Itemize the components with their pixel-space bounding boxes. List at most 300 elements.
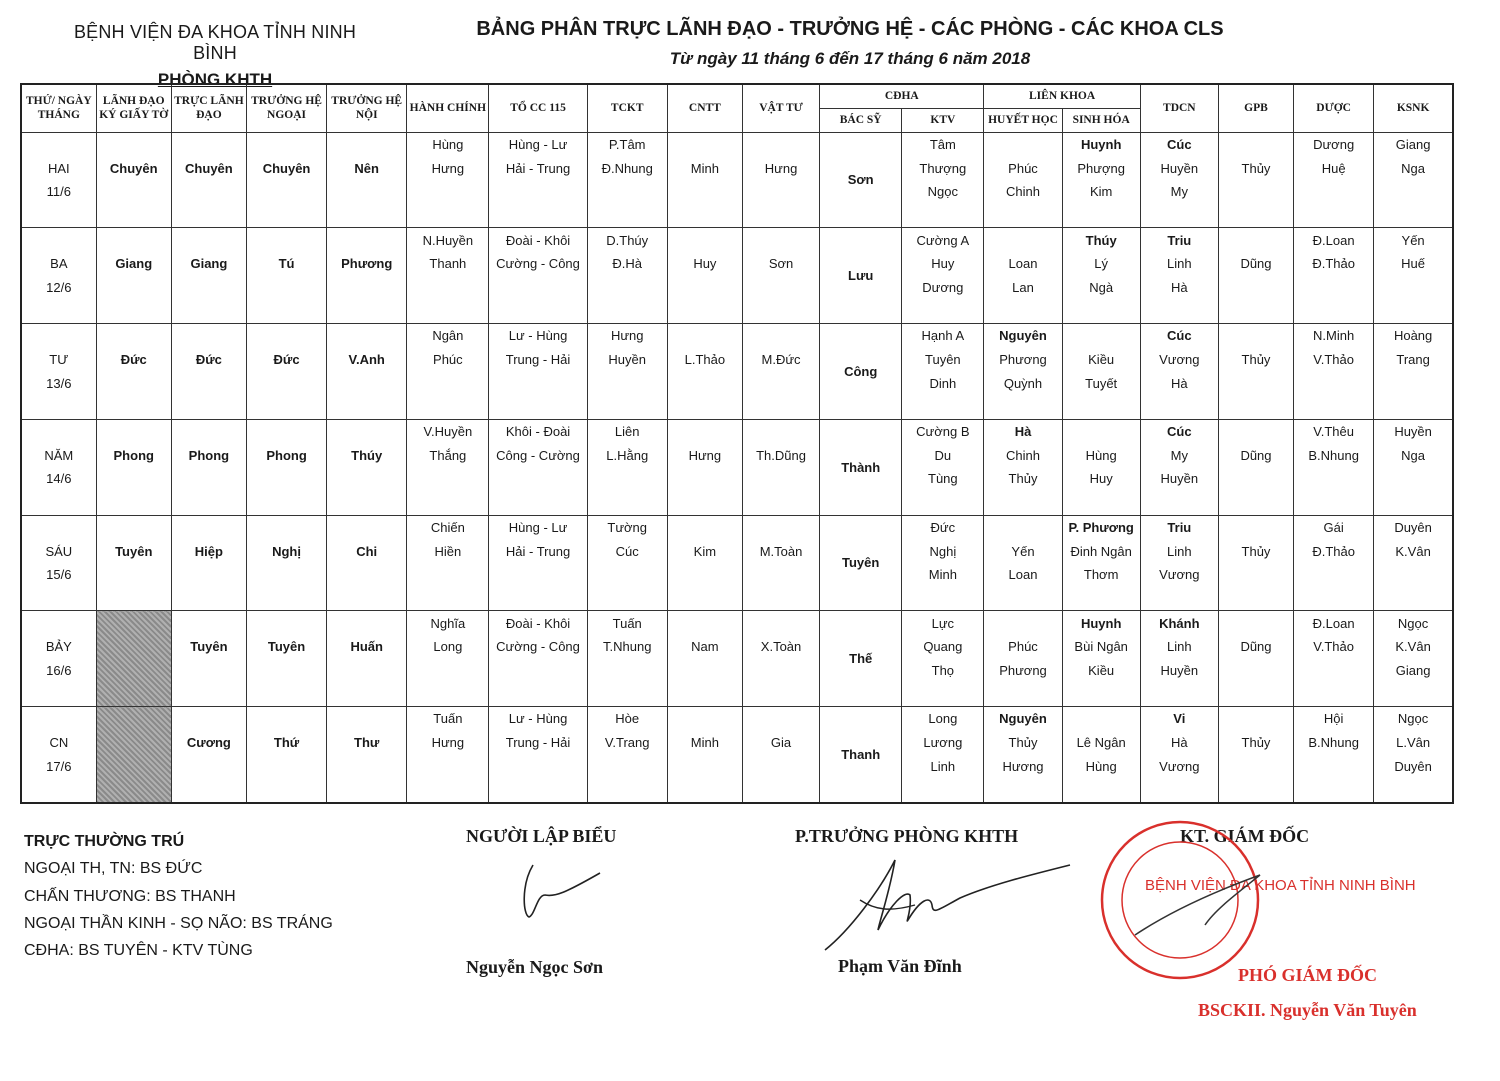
resident-line: NGOẠI TH, TN: BS ĐỨC (24, 860, 203, 878)
schedule-table (20, 83, 1454, 804)
huyet-hoc-cell: Thủy (984, 467, 1062, 491)
gpb-cell (1218, 132, 1293, 156)
hanh-chinh-cell (407, 491, 489, 515)
table-row (21, 587, 1453, 611)
truong-he-ngoai-cell: Chuyên (246, 156, 326, 180)
cntt-cell (667, 228, 742, 252)
ktv-cell: Linh (902, 754, 984, 778)
ktv-cell: Thọ (902, 659, 984, 683)
ksnk-cell (1374, 587, 1453, 611)
truong-he-noi-cell (327, 707, 407, 731)
day-cell (21, 204, 96, 228)
cntt-cell (667, 276, 742, 300)
sinh-hoa-cell: Hùng (1062, 754, 1140, 778)
hanh-chinh-cell: N.Huyền (407, 228, 489, 252)
sinh-hoa-cell: Phượng (1062, 156, 1140, 180)
vat-tu-cell (742, 180, 819, 204)
sinh-hoa-cell: Huynh (1062, 132, 1140, 156)
vat-tu-cell (742, 395, 819, 419)
table-row (21, 371, 1453, 395)
ksnk-cell: Giang (1374, 132, 1453, 156)
truc-lanh-dao-cell (171, 299, 246, 323)
ktv-cell: Du (902, 443, 984, 467)
huyet-hoc-cell: Nguyên (984, 324, 1062, 348)
duoc-cell (1294, 659, 1374, 683)
ksnk-cell: Duyên (1374, 754, 1453, 778)
table-row (21, 132, 1453, 156)
col-lanh-dao: LÃNH ĐẠO KÝ GIẤY TỜ (96, 84, 171, 132)
duoc-cell (1294, 491, 1374, 515)
sinh-hoa-cell: Kiều (1062, 659, 1140, 683)
truong-he-ngoai-cell (246, 204, 326, 228)
ktv-cell: Tuyên (902, 348, 984, 372)
huyet-hoc-cell: Phương (984, 659, 1062, 683)
truc-lanh-dao-cell (171, 324, 246, 348)
truc-lanh-dao-cell (171, 515, 246, 539)
duoc-cell: Đ.Thảo (1294, 539, 1374, 563)
vat-tu-cell: X.Toàn (742, 635, 819, 659)
huyet-hoc-cell: Phúc (984, 635, 1062, 659)
table-row (21, 491, 1453, 515)
vice-director-title: PHÓ GIÁM ĐỐC (1238, 965, 1377, 985)
table-row (21, 276, 1453, 300)
gpb-cell (1218, 707, 1293, 731)
day-date: 16/6 (21, 659, 96, 683)
sinh-hoa-cell (1062, 395, 1140, 419)
huyet-hoc-cell (984, 299, 1062, 323)
ksnk-cell (1374, 180, 1453, 204)
to-cc-cell (489, 563, 587, 587)
tckt-cell: Cúc (587, 539, 667, 563)
table-row (21, 419, 1453, 443)
duoc-cell (1294, 467, 1374, 491)
hanh-chinh-cell: Chiến (407, 515, 489, 539)
resident-heading: TRỰC THƯỜNG TRÚ (24, 833, 185, 850)
hanh-chinh-cell (407, 754, 489, 778)
vat-tu-cell: Hưng (742, 156, 819, 180)
ksnk-cell: Ngọc (1374, 707, 1453, 731)
to-cc-cell: Cường - Công (489, 252, 587, 276)
col-huyet-hoc: HUYẾT HỌC (984, 108, 1062, 132)
hanh-chinh-cell (407, 395, 489, 419)
vat-tu-cell: Gia (742, 731, 819, 755)
ksnk-cell: Huyền (1374, 419, 1453, 443)
tckt-cell (587, 204, 667, 228)
truong-he-noi-cell (327, 204, 407, 228)
redacted-cell (96, 611, 171, 707)
table-row (21, 754, 1453, 778)
truong-he-noi-cell (327, 299, 407, 323)
cntt-cell (667, 682, 742, 706)
ksnk-cell (1374, 276, 1453, 300)
truc-lanh-dao-cell (171, 659, 246, 683)
hanh-chinh-cell (407, 299, 489, 323)
tckt-cell (587, 276, 667, 300)
cntt-cell (667, 180, 742, 204)
sinh-hoa-cell (1062, 707, 1140, 731)
truong-he-noi-cell (327, 180, 407, 204)
truc-lanh-dao-cell (171, 180, 246, 204)
truc-lanh-dao-cell (171, 707, 246, 731)
vat-tu-cell (742, 371, 819, 395)
tckt-cell (587, 371, 667, 395)
tckt-cell: Đ.Hà (587, 252, 667, 276)
ksnk-cell (1374, 778, 1453, 803)
gpb-cell (1218, 419, 1293, 443)
ksnk-cell: Ngọc (1374, 611, 1453, 635)
day-name: BẢY (21, 635, 96, 659)
truong-he-ngoai-cell (246, 778, 326, 803)
huyet-hoc-cell: Yến (984, 539, 1062, 563)
truong-he-noi-cell (327, 371, 407, 395)
sinh-hoa-cell: Tuyết (1062, 371, 1140, 395)
duoc-cell (1294, 682, 1374, 706)
duoc-cell: Hội (1294, 707, 1374, 731)
truc-lanh-dao-cell: Cương (171, 731, 246, 755)
gpb-cell (1218, 276, 1293, 300)
truong-he-ngoai-cell (246, 467, 326, 491)
truong-he-ngoai-cell (246, 682, 326, 706)
tdcn-cell: Huyền (1140, 659, 1218, 683)
hanh-chinh-cell (407, 587, 489, 611)
truong-he-noi-cell (327, 682, 407, 706)
hanh-chinh-cell: Thắng (407, 443, 489, 467)
truc-lanh-dao-cell (171, 587, 246, 611)
table-row (21, 348, 1453, 372)
tckt-cell (587, 754, 667, 778)
day-cell (21, 419, 96, 443)
ksnk-cell (1374, 467, 1453, 491)
col-hanh-chinh: HÀNH CHÍNH (407, 84, 489, 132)
deputy-head-name: Phạm Văn Đĩnh (838, 956, 962, 976)
to-cc-cell (489, 587, 587, 611)
to-cc-cell (489, 754, 587, 778)
table-row (21, 204, 1453, 228)
director-title: KT. GIÁM ĐỐC (1180, 826, 1310, 846)
truong-he-ngoai-cell (246, 276, 326, 300)
to-cc-cell (489, 371, 587, 395)
tdcn-cell: Cúc (1140, 324, 1218, 348)
tdcn-cell (1140, 778, 1218, 803)
ktv-cell: Thượng (902, 156, 984, 180)
huyet-hoc-cell (984, 682, 1062, 706)
cntt-cell (667, 659, 742, 683)
day-date: 15/6 (21, 563, 96, 587)
ktv-cell (902, 395, 984, 419)
truong-he-noi-cell (327, 395, 407, 419)
ksnk-cell (1374, 204, 1453, 228)
ksnk-cell (1374, 371, 1453, 395)
cntt-cell: Nam (667, 635, 742, 659)
to-cc-cell: Trung - Hải (489, 348, 587, 372)
vat-tu-cell (742, 682, 819, 706)
tckt-cell (587, 682, 667, 706)
truc-lanh-dao-cell: Tuyên (171, 635, 246, 659)
document-subtitle: Từ ngày 11 tháng 6 đến 17 tháng 6 năm 2018 (669, 49, 1031, 68)
truong-he-ngoai-cell: Thứ (246, 731, 326, 755)
tdcn-cell: Cúc (1140, 132, 1218, 156)
tdcn-cell: Cúc (1140, 419, 1218, 443)
day-date: 11/6 (21, 180, 96, 204)
ksnk-cell: K.Vân (1374, 635, 1453, 659)
day-date: 13/6 (21, 371, 96, 395)
hanh-chinh-cell (407, 204, 489, 228)
day-date: 12/6 (21, 276, 96, 300)
truc-lanh-dao-cell (171, 228, 246, 252)
ksnk-cell: L.Vân (1374, 731, 1453, 755)
col-vat-tu: VẬT TƯ (742, 84, 819, 132)
gpb-cell (1218, 180, 1293, 204)
tckt-cell (587, 395, 667, 419)
truong-he-noi-cell (327, 587, 407, 611)
col-thu-ngay: THỨ/ NGÀY THÁNG (21, 84, 96, 132)
tckt-cell: Liên (587, 419, 667, 443)
tckt-cell: V.Trang (587, 731, 667, 755)
tckt-cell (587, 563, 667, 587)
duoc-cell: B.Nhung (1294, 443, 1374, 467)
resident-line: NGOẠI THẦN KINH - SỌ NÃO: BS TRÁNG (24, 914, 333, 932)
truong-he-noi-cell (327, 228, 407, 252)
day-name: NĂM (21, 443, 96, 467)
truong-he-ngoai-cell: Nghị (246, 539, 326, 563)
to-cc-cell: Hùng - Lư (489, 515, 587, 539)
gpb-cell (1218, 515, 1293, 539)
truong-he-noi-cell: Chi (327, 539, 407, 563)
col-ktv: KTV (902, 108, 984, 132)
vat-tu-cell: M.Toàn (742, 539, 819, 563)
vat-tu-cell: Sơn (742, 252, 819, 276)
hanh-chinh-cell: V.Huyền (407, 419, 489, 443)
tckt-cell (587, 491, 667, 515)
vice-director-name: BSCKII. Nguyễn Văn Tuyên (1198, 1000, 1417, 1020)
huyet-hoc-cell: Quỳnh (984, 371, 1062, 395)
vat-tu-cell (742, 299, 819, 323)
ktv-cell (902, 682, 984, 706)
truong-he-noi-cell (327, 419, 407, 443)
truong-he-ngoai-cell (246, 180, 326, 204)
sinh-hoa-cell (1062, 419, 1140, 443)
duoc-cell (1294, 276, 1374, 300)
bac-sy-cell: Công (820, 324, 902, 420)
table-row (21, 443, 1453, 467)
truc-lanh-dao-cell (171, 132, 246, 156)
ktv-cell: Tâm (902, 132, 984, 156)
gpb-cell (1218, 587, 1293, 611)
day-cell (21, 228, 96, 252)
tdcn-cell (1140, 491, 1218, 515)
truong-he-noi-cell (327, 467, 407, 491)
duoc-cell (1294, 563, 1374, 587)
vat-tu-cell (742, 491, 819, 515)
duoc-cell: Huệ (1294, 156, 1374, 180)
ksnk-cell: Nga (1374, 156, 1453, 180)
sinh-hoa-cell: Thúy (1062, 228, 1140, 252)
ktv-cell: Hạnh A (902, 324, 984, 348)
truong-he-noi-cell (327, 754, 407, 778)
to-cc-cell (489, 395, 587, 419)
cntt-cell (667, 587, 742, 611)
truc-lanh-dao-cell (171, 778, 246, 803)
ksnk-cell: K.Vân (1374, 539, 1453, 563)
gpb-cell (1218, 228, 1293, 252)
ktv-cell: Cường B (902, 419, 984, 443)
sinh-hoa-cell: Hùng (1062, 443, 1140, 467)
cntt-cell: Minh (667, 156, 742, 180)
ksnk-cell: Huế (1374, 252, 1453, 276)
duoc-cell: Đ.Thảo (1294, 252, 1374, 276)
to-cc-cell (489, 491, 587, 515)
cntt-cell: Huy (667, 252, 742, 276)
duoc-cell (1294, 204, 1374, 228)
tckt-cell (587, 778, 667, 803)
table-row (21, 228, 1453, 252)
gpb-cell: Thủy (1218, 348, 1293, 372)
vat-tu-cell (742, 419, 819, 443)
gpb-cell (1218, 491, 1293, 515)
ktv-cell (902, 587, 984, 611)
table-row (21, 731, 1453, 755)
truong-he-noi-cell (327, 324, 407, 348)
truong-he-noi-cell (327, 515, 407, 539)
truong-he-ngoai-cell: Đức (246, 348, 326, 372)
tdcn-cell (1140, 204, 1218, 228)
sinh-hoa-cell: Kiều (1062, 348, 1140, 372)
table-row (21, 395, 1453, 419)
sinh-hoa-cell: Bùi Ngân (1062, 635, 1140, 659)
bac-sy-cell: Thanh (820, 707, 902, 803)
to-cc-cell (489, 682, 587, 706)
to-cc-cell: Khôi - Đoài (489, 419, 587, 443)
ksnk-cell (1374, 563, 1453, 587)
truong-he-noi-cell (327, 563, 407, 587)
huyet-hoc-cell: Thủy (984, 731, 1062, 755)
cntt-cell (667, 419, 742, 443)
day-name: TƯ (21, 348, 96, 372)
ksnk-cell: Trang (1374, 348, 1453, 372)
lanh-dao-cell (96, 132, 171, 156)
col-cdha: CĐHA (820, 84, 984, 108)
duoc-cell (1294, 371, 1374, 395)
huyet-hoc-cell: Phương (984, 348, 1062, 372)
huyet-hoc-cell (984, 778, 1062, 803)
tdcn-cell: Vi (1140, 707, 1218, 731)
truong-he-noi-cell (327, 132, 407, 156)
truong-he-ngoai-cell (246, 587, 326, 611)
huyet-hoc-cell (984, 587, 1062, 611)
table-row (21, 778, 1453, 803)
cntt-cell (667, 611, 742, 635)
ksnk-cell: Duyên (1374, 515, 1453, 539)
hanh-chinh-cell: Hưng (407, 731, 489, 755)
to-cc-cell (489, 659, 587, 683)
duoc-cell: V.Thảo (1294, 348, 1374, 372)
ktv-cell: Nghị (902, 539, 984, 563)
bac-sy-cell: Thành (820, 419, 902, 515)
lanh-dao-cell (96, 419, 171, 443)
resident-duty (24, 828, 333, 964)
ktv-cell: Long (902, 707, 984, 731)
ktv-cell (902, 491, 984, 515)
hanh-chinh-cell (407, 682, 489, 706)
ksnk-cell: Giang (1374, 659, 1453, 683)
gpb-cell: Thủy (1218, 731, 1293, 755)
duoc-cell (1294, 180, 1374, 204)
day-cell (21, 299, 96, 323)
col-tdcn: TDCN (1140, 84, 1218, 132)
vat-tu-cell (742, 204, 819, 228)
truong-he-ngoai-cell: Tú (246, 252, 326, 276)
col-truong-he-noi: TRƯỞNG HỆ NỘI (327, 84, 407, 132)
cntt-cell (667, 395, 742, 419)
day-cell (21, 324, 96, 348)
ktv-cell: Ngọc (902, 180, 984, 204)
truong-he-noi-cell (327, 276, 407, 300)
truc-lanh-dao-cell (171, 276, 246, 300)
resident-line: CHẤN THƯƠNG: BS THANH (24, 887, 236, 905)
duoc-cell: B.Nhung (1294, 731, 1374, 755)
gpb-cell: Thủy (1218, 539, 1293, 563)
tckt-cell: Đ.Nhung (587, 156, 667, 180)
huyet-hoc-cell (984, 611, 1062, 635)
col-cntt: CNTT (667, 84, 742, 132)
lanh-dao-cell (96, 204, 171, 228)
duoc-cell: V.Thêu (1294, 419, 1374, 443)
col-ksnk: KSNK (1374, 84, 1453, 132)
gpb-cell (1218, 371, 1293, 395)
vat-tu-cell (742, 587, 819, 611)
vat-tu-cell (742, 132, 819, 156)
truong-he-ngoai-cell (246, 371, 326, 395)
ksnk-cell: Hoàng (1374, 324, 1453, 348)
col-sinh-hoa: SINH HÓA (1062, 108, 1140, 132)
gpb-cell: Dũng (1218, 252, 1293, 276)
tckt-cell (587, 180, 667, 204)
huyet-hoc-cell: Lan (984, 276, 1062, 300)
vat-tu-cell (742, 563, 819, 587)
vat-tu-cell (742, 611, 819, 635)
truong-he-ngoai-cell (246, 754, 326, 778)
redacted-cell (96, 707, 171, 803)
cntt-cell (667, 754, 742, 778)
department-name: PHÒNG KHTH (157, 70, 273, 89)
tdcn-cell: Linh (1140, 252, 1218, 276)
to-cc-cell: Hùng - Lư (489, 132, 587, 156)
day-cell (21, 611, 96, 635)
ktv-cell (902, 778, 984, 803)
huyet-hoc-cell: Hà (984, 419, 1062, 443)
truc-lanh-dao-cell (171, 467, 246, 491)
truc-lanh-dao-cell (171, 682, 246, 706)
lanh-dao-cell: Phong (96, 443, 171, 467)
sinh-hoa-cell: P. Phương (1062, 515, 1140, 539)
day-cell (21, 778, 96, 803)
truc-lanh-dao-cell (171, 395, 246, 419)
day-cell (21, 587, 96, 611)
tckt-cell (587, 659, 667, 683)
cntt-cell (667, 204, 742, 228)
col-truong-he-ngoai: TRƯỞNG HỆ NGOẠI (246, 84, 326, 132)
sinh-hoa-cell: Lê Ngân (1062, 731, 1140, 755)
table-row (21, 156, 1453, 180)
day-cell (21, 491, 96, 515)
truong-he-noi-cell (327, 491, 407, 515)
ktv-cell (902, 299, 984, 323)
deputy-head-signature (820, 850, 1080, 960)
tdcn-cell: Vương (1140, 348, 1218, 372)
tdcn-cell: Hà (1140, 371, 1218, 395)
cntt-cell (667, 132, 742, 156)
truong-he-ngoai-cell (246, 515, 326, 539)
